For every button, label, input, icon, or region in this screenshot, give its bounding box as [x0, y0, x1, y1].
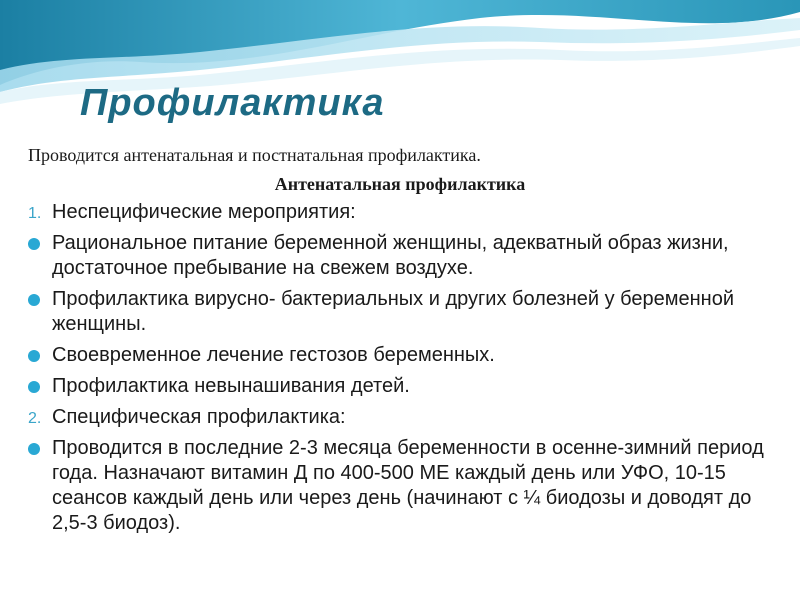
intro-text: Проводится антенатальная и постнатальная профилактика. — [28, 145, 481, 165]
list-item-text: Профилактика вирусно- бактериальных и других болезней у беременной женщины. — [52, 288, 735, 335]
list-item-text: Проводится в последние 2-3 месяца беременности в осенне-зимний период года. Назначают витамин Д по 400-500 МЕ каждый день или УФО, 10-15 сеансов каждый день или через день (начинают с ¼ биодозы и доводят до 2,5-3 биодоз). — [52, 437, 764, 534]
list-item-text: Специфическая профилактика: — [52, 406, 346, 428]
list-item-text: Неспецифические мероприятия: — [52, 201, 356, 223]
list-item — [28, 343, 788, 368]
content-list — [28, 200, 788, 542]
list-number: 1. — [28, 205, 42, 222]
list-item-text: Своевременное лечение гестозов беременных. — [52, 344, 495, 366]
bullet-dot-icon — [28, 443, 40, 455]
list-item — [28, 231, 788, 281]
list-number: 2. — [28, 410, 42, 427]
list-item-text: Профилактика невынашивания детей. — [52, 375, 410, 397]
bullet-dot-icon — [28, 294, 40, 306]
slide-title: Профилактика — [80, 82, 385, 124]
list-item — [28, 287, 788, 337]
bullet-dot-icon — [28, 381, 40, 393]
list-item — [28, 405, 788, 430]
list-item — [28, 436, 788, 536]
list-item — [28, 200, 788, 225]
list-item — [28, 374, 788, 399]
bullet-dot-icon — [28, 350, 40, 362]
section-subtitle: Антенатальная профилактика — [274, 174, 526, 194]
list-item-text: Рациональное питание беременной женщины, адекватный образ жизни, достаточное пребывание на свежем воздухе. — [52, 232, 729, 279]
bullet-dot-icon — [28, 238, 40, 250]
